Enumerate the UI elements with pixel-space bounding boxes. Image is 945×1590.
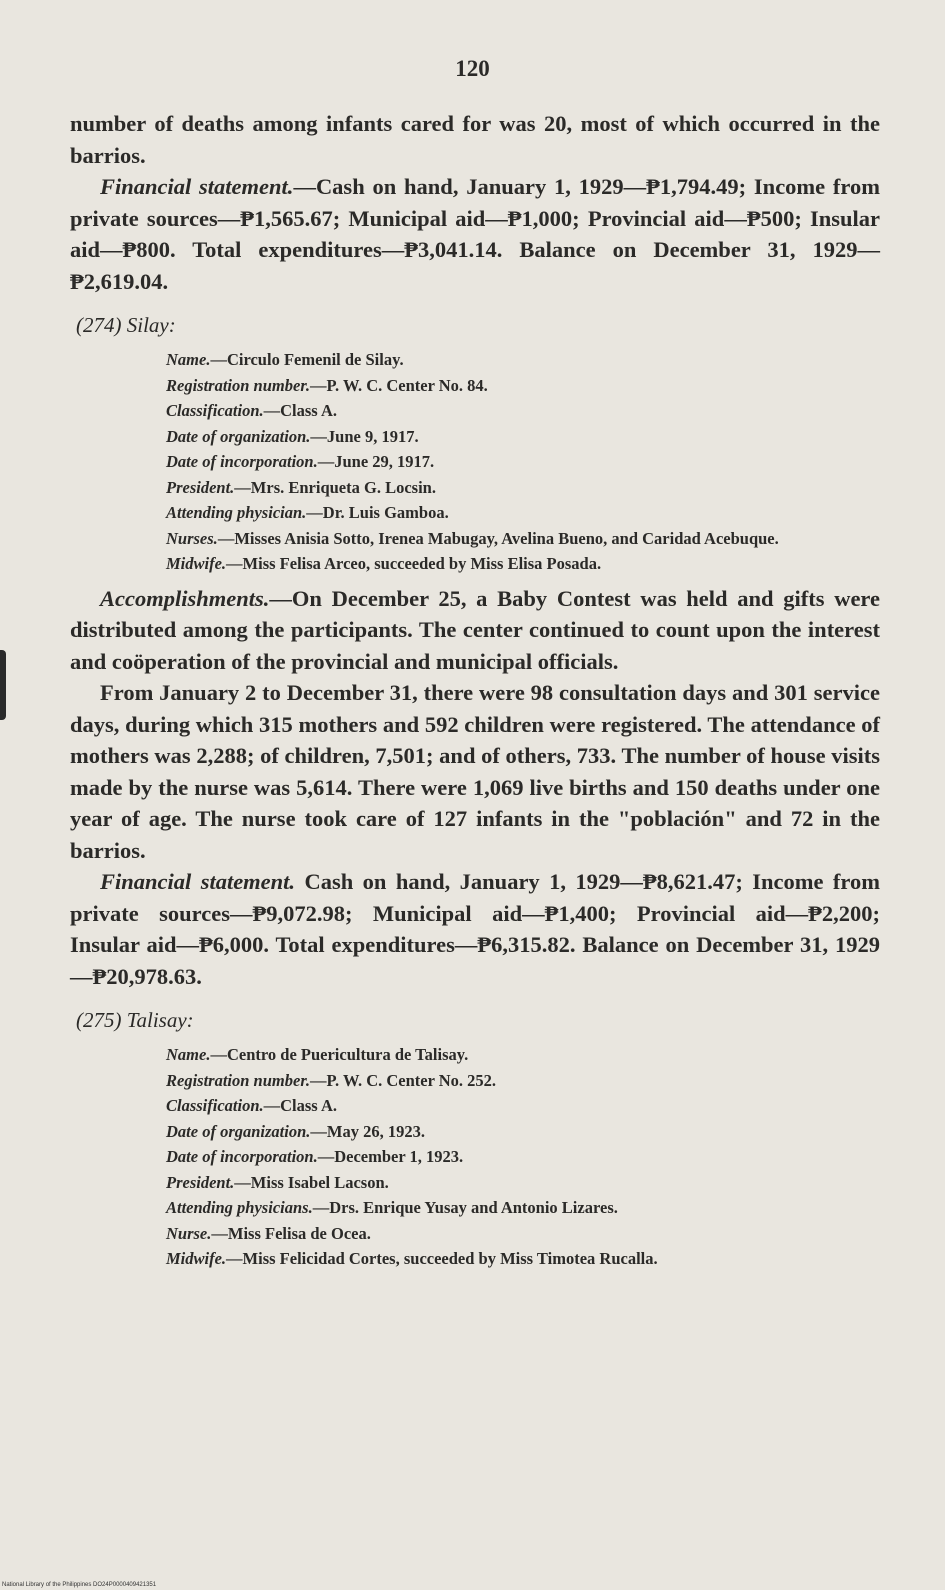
section-number: (275) [76,1008,122,1032]
detail-entry: Nurse.—Miss Felisa de Ocea. [166,1223,371,1243]
detail-entry: Attending physician.—Dr. Luis Gamboa. [166,503,449,522]
financial-statement-label: Financial statement. [100,174,294,199]
detail-entry: President.—Miss Isabel Lacson. [166,1172,389,1192]
scan-footer: National Library of the Philippines DO24P0000409421351 [2,1582,157,1588]
financial-statement-text: Cash on hand, January 1, 1929—₱8,621.47; Income from private sources—₱9,072.98; Municipal aid—₱1,400; Provincial aid—₱2,200; Insular aid—₱6,000. Total expenditures—₱6,315.82. Balance on December 31, 1929—₱20,978.63. [70,869,880,989]
financial-statement-paragraph-2 [70,866,880,992]
detail-entry: Date of incorporation.—June 29, 1917. [166,452,435,471]
detail-entry: Name.—Centro de Puericultura de Talisay. [166,1045,469,1064]
detail-entry: Name.—Circulo Femenil de Silay. [166,350,404,369]
detail-entry: Date of organization.—June 9, 1917. [166,426,419,446]
detail-entry: Registration number.—P. W. C. Center No. 252. [166,1070,497,1090]
detail-entry: Date of organization.—May 26, 1923. [166,1121,425,1141]
section-place: Silay: [126,313,176,337]
accomplishments-label: Accomplishments. [100,585,270,611]
page-body [70,108,880,1272]
binding-mark [0,650,6,720]
page-number: 120 [455,56,490,81]
section-place: Talisay: [126,1008,194,1032]
accomplishments-text: —On December 25, a Baby Contest was held and gifts were distributed among the participants. The center continued to count upon the interest and coöperation of the provincial and municipal officials. [70,585,880,674]
detail-entry: Midwife.—Miss Felisa Arceo, succeeded by Miss Elisa Posada. [166,554,602,573]
financial-statement-paragraph-1 [70,171,880,297]
detail-entry: Classification.—Class A. [166,1096,337,1115]
detail-entry: Classification.—Class A. [166,401,337,420]
statistics-paragraph: From January 2 to December 31, there were 98 consultation days and 301 service days, during which 315 mothers and 592 children were registered. The attendance of mothers was 2,288; of children, 7,501; and of others, 733. The number of house visits made by the nurse was 5,614. There were 1,069 live births and 150 deaths under one year of age. The nurse took care of 127 infants in the "población" and 72 in the barrios. [70,680,880,863]
detail-entry: Nurses.—Misses Anisia Sotto, Irenea Mabugay, Avelina Bueno, and Caridad Acebuque. [166,528,779,548]
financial-statement-label: Financial statement. [100,869,296,894]
detail-entry: Midwife.—Miss Felicidad Cortes, succeeded by Miss Timotea Rucalla. [166,1249,658,1268]
section-heading-talisay [76,1006,880,1034]
detail-entry: Attending physicians.—Drs. Enrique Yusay and Antonio Lizares. [166,1198,618,1217]
center-details-talisay [166,1042,880,1272]
accomplishments-paragraph [70,583,880,678]
financial-statement-text: —Cash on hand, January 1, 1929—₱1,794.49; Income from private sources—₱1,565.67; Municipal aid—₱1,000; Provincial aid—₱500; Insular aid—₱800. Total expenditures—₱3,041.14. Balance on December 31, 1929—₱2,619.04. [70,174,881,294]
detail-entry: Registration number.—P. W. C. Center No. 84. [166,375,488,395]
intro-paragraph: number of deaths among infants cared for was 20, most of which occurred in the barrios. [70,111,880,168]
section-heading-silay [76,311,880,339]
section-number: (274) [76,313,122,337]
detail-entry: President.—Mrs. Enriqueta G. Locsin. [166,477,436,497]
center-details-silay [166,347,880,577]
detail-entry: Date of incorporation.—December 1, 1923. [166,1147,464,1166]
